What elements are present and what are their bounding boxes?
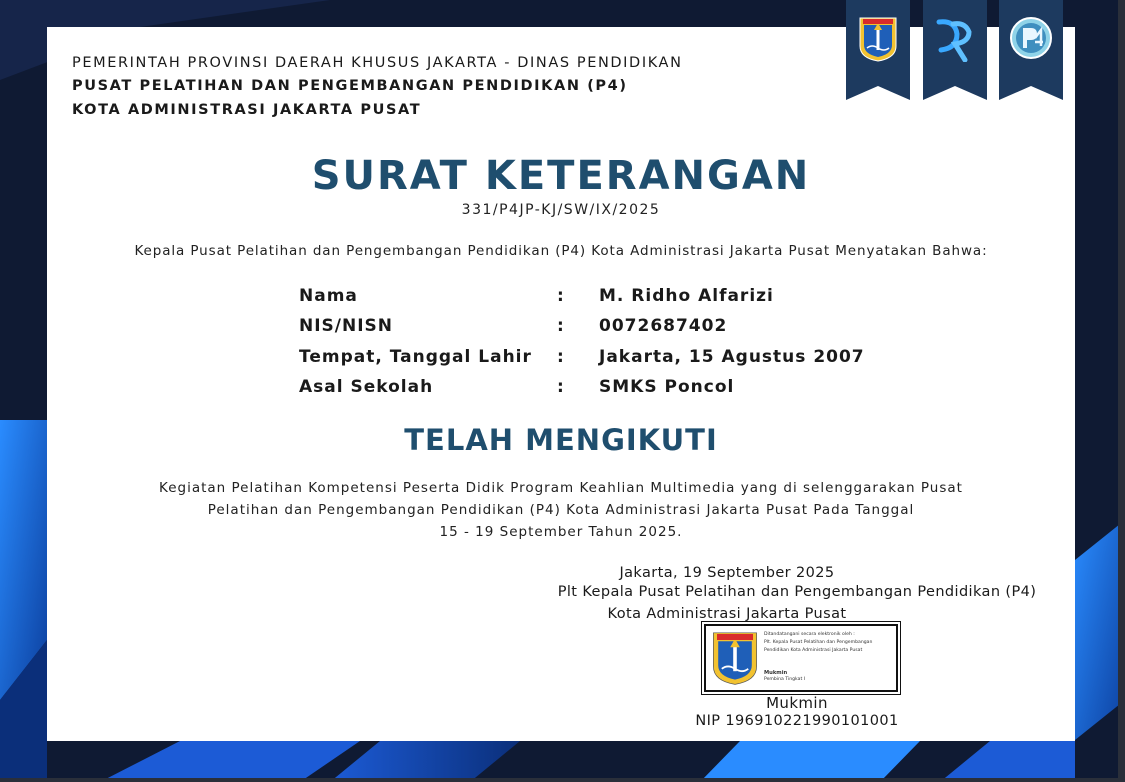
- signature-place-date: Jakarta, 19 September 2025: [619, 565, 835, 581]
- field-label-name: Nama: [299, 286, 358, 306]
- intro-statement: Kepala Pusat Pelatihan dan Pengembangan Pendidikan (P4) Kota Administrasi Jakarta Pusat Menyatakan Bahwa:: [134, 243, 988, 259]
- dp-logo-icon: [935, 16, 975, 62]
- ribbon-left: [846, 0, 910, 100]
- field-value-birth: Jakarta, 15 Agustus 2007: [599, 347, 865, 367]
- certificate-paper: [47, 27, 1075, 741]
- stamp-text-line: Plt. Kepala Pusat Pelatihan dan Pengembangan: [764, 640, 873, 645]
- field-colon: :: [557, 377, 564, 397]
- document-number: 331/P4JP-KJ/SW/IX/2025: [461, 202, 661, 218]
- signature-position-2: Kota Administrasi Jakarta Pusat: [607, 606, 847, 622]
- header-government: PEMERINTAH PROVINSI DAERAH KHUSUS JAKARTA - DINAS PENDIDIKAN: [72, 55, 683, 71]
- field-label-nisn: NIS/NISN: [299, 316, 394, 336]
- signer-name: Mukmin: [766, 694, 828, 712]
- stamp-text-line: Ditandatangani secara elektronik oleh :: [764, 632, 855, 637]
- header-city: KOTA ADMINISTRASI JAKARTA PUSAT: [72, 102, 422, 118]
- stamp-text-line: Pendidikan Kota Administrasi Jakarta Pusat: [764, 648, 863, 653]
- document-title: SURAT KETERANGAN: [311, 153, 811, 199]
- ribbon-right: [999, 0, 1063, 100]
- activity-description: [107, 477, 1015, 543]
- description-line: 15 - 19 September Tahun 2025.: [439, 524, 683, 540]
- jaya-raya-emblem-icon: [711, 629, 759, 687]
- description-line: Kegiatan Pelatihan Kompetensi Peserta Didik Program Keahlian Multimedia yang di selenggarakan Pusat: [159, 480, 963, 496]
- electronic-signature-stamp: [704, 624, 898, 692]
- field-colon: :: [557, 286, 564, 306]
- field-colon: :: [557, 347, 564, 367]
- signer-nip: NIP 196910221990101001: [695, 713, 899, 729]
- header-institution: PUSAT PELATIHAN DAN PENGEMBANGAN PENDIDIKAN (P4): [72, 78, 628, 94]
- description-line: Pelatihan dan Pengembangan Pendidikan (P4) Kota Administrasi Jakarta Pusat Pada Tanggal: [207, 502, 915, 518]
- field-label-school: Asal Sekolah: [299, 377, 434, 397]
- field-value-school: SMKS Poncol: [599, 377, 735, 397]
- stamp-signer-name: Mukmin: [764, 670, 788, 676]
- signature-position-1: Plt Kepala Pusat Pelatihan dan Pengembangan Pendidikan (P4): [557, 584, 1037, 600]
- ribbon-middle: [923, 0, 987, 100]
- field-value-nisn: 0072687402: [599, 316, 728, 336]
- section-subtitle: TELAH MENGIKUTI: [404, 423, 718, 457]
- field-colon: :: [557, 316, 564, 336]
- jaya-raya-emblem-icon: [858, 16, 898, 62]
- p4-logo-icon: [1009, 16, 1053, 62]
- stamp-signer-rank: Pembina Tingkat I: [764, 677, 806, 682]
- field-value-name: M. Ridho Alfarizi: [599, 286, 774, 306]
- field-label-birth: Tempat, Tanggal Lahir: [299, 347, 532, 367]
